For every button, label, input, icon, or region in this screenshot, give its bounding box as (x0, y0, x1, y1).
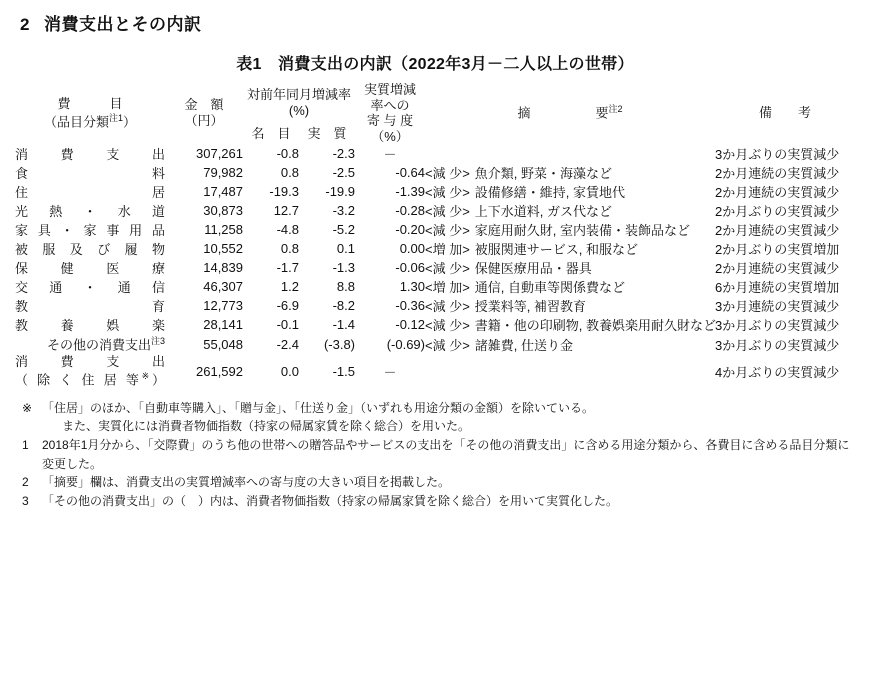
row-real-1: -2.5 (332, 165, 355, 181)
table-row (15, 182, 855, 201)
header-remark: 備 考 (758, 105, 811, 121)
row-remark-9: 3か月ぶりの実質減少 (715, 318, 840, 334)
table-row (15, 277, 855, 296)
header-item-note: 注1 (108, 112, 123, 123)
row-contrib-8: -0.36 (395, 298, 425, 314)
row-nominal-7: 1.2 (280, 279, 299, 295)
row-summary-9: <減 少> 書籍・他の印刷物, 教養娯楽用耐久財など (425, 318, 717, 334)
row-remark-5: 2か月ぶりの実質増加 (715, 242, 840, 258)
header-contrib-line3: 寄 与 度 (366, 113, 414, 129)
table-row (15, 144, 855, 163)
row-summary-5: <増 加> 被服関連サービス, 和服など (425, 242, 639, 258)
expenditure-table (15, 82, 855, 389)
row-nominal-10: -2.4 (276, 336, 299, 352)
table-row (15, 334, 855, 353)
row-summary-4: <減 少> 家庭用耐久財, 室内装備・装飾品など (425, 223, 691, 239)
row-nominal-1: 0.8 (280, 165, 299, 181)
row-real-2: -19.9 (325, 184, 355, 200)
section-title-text: 消費支出とその内訳 (43, 15, 202, 34)
table-header (15, 82, 855, 144)
row-summary-8: <減 少> 授業料等, 補習教育 (425, 299, 587, 315)
footnote-text: 「摘要」欄は、消費支出の実質増減率への寄与度の大きい項目を掲載した。 (42, 475, 451, 490)
row-contrib-1: -0.64 (395, 165, 425, 181)
row-summary-7: <増 加> 通信, 自動車等関係費など (425, 280, 626, 296)
row-amount-3: 30,873 (203, 203, 243, 219)
row-contrib-4: -0.20 (395, 222, 425, 238)
row-remark-0: 3か月ぶりの実質減少 (715, 147, 840, 163)
row-nominal-5: 0.8 (280, 241, 299, 257)
row-nominal-0: -0.8 (276, 146, 299, 162)
row-nominal-9: -0.1 (276, 317, 299, 333)
header-amount-line1: 金 額 (184, 96, 224, 112)
footnote-line (22, 492, 856, 511)
section-number: 2 (20, 15, 30, 34)
header-change-group: 対前年同月増減率(%) (246, 86, 351, 118)
footnote-line (22, 473, 856, 492)
row-item-8: 教 育 (15, 299, 165, 315)
row-remark-4: 2か月連続の実質減少 (715, 223, 840, 239)
table-row (15, 258, 855, 277)
row-real-0: -2.3 (332, 146, 355, 162)
row-amount-7: 46,307 (203, 279, 243, 295)
row-item-3: 光 熱 ・ 水 道 (15, 204, 165, 220)
row-amount-2: 17,487 (203, 184, 243, 200)
row-amount-9: 28,141 (203, 317, 243, 333)
row-nominal-2: -19.3 (269, 184, 299, 200)
row-nominal-6: -1.7 (276, 260, 299, 276)
row-summary-2: <減 少> 設備修繕・維持, 家賃地代 (425, 185, 626, 201)
row-item-1: 食 料 (15, 166, 165, 182)
row-remark-8: 3か月連続の実質減少 (715, 299, 840, 315)
header-item-line2 (15, 113, 165, 131)
table-row (15, 163, 855, 182)
table-title: 表1 消費支出の内訳（2022年3月－二人以上の世帯） (236, 56, 634, 73)
row-amount-8: 12,773 (203, 298, 243, 314)
row-contrib-5: 0.00 (399, 241, 425, 257)
header-item-line2-end: ） (123, 113, 137, 129)
header-summary (425, 82, 715, 144)
total-remark: 4か月ぶりの実質減少 (715, 364, 840, 380)
header-item-line2-text: （品目分類 (43, 113, 109, 129)
row-real-7: 8.8 (336, 279, 355, 295)
header-item (15, 82, 165, 144)
header-real: 実 質 (307, 125, 347, 141)
header-amount (165, 82, 243, 144)
row-amount-6: 14,839 (203, 260, 243, 276)
row-amount-1: 79,982 (203, 165, 243, 181)
row-real-5: 0.1 (336, 241, 355, 257)
row-real-8: -8.2 (332, 298, 355, 314)
footnote-text: 2018年1月分から、「交際費」のうち他の世帯への贈答品やサービスの支出を「その他の消費支出」に含める用途分類から、各費目に含める品目分類に変更した。 (42, 438, 850, 471)
header-item-line1: 費 目 (57, 96, 123, 112)
total-item: 消 費 支 出 （ 除 く 住 居 等※） (15, 353, 165, 387)
table-row (15, 220, 855, 239)
footnote-line (22, 417, 856, 436)
table-body (15, 144, 855, 388)
section-heading (20, 10, 856, 35)
header-amount-line2: （円） (184, 113, 224, 129)
row-contrib-3: -0.28 (395, 203, 425, 219)
total-nominal: 0.0 (280, 363, 299, 379)
row-remark-2: 2か月連続の実質減少 (715, 185, 840, 201)
footnote-mark: 2 (22, 475, 29, 490)
header-summary-text: 摘 要 (517, 105, 609, 121)
total-real: -1.5 (332, 363, 355, 379)
row-real-10: (-3.8) (323, 336, 355, 352)
footnote-mark: ※ (22, 400, 33, 415)
row-remark-7: 6か月連続の実質増加 (715, 280, 840, 296)
header-contrib-line2: 率への (370, 97, 410, 113)
row-amount-4: 11,258 (204, 222, 243, 238)
table-row (15, 201, 855, 220)
footnote-mark: 1 (22, 438, 29, 452)
header-contrib-line4: （%） (371, 128, 409, 144)
row-real-9: -1.4 (332, 317, 355, 333)
row-contrib-0: － (383, 147, 397, 163)
header-contribution (355, 82, 425, 144)
row-summary-3: <減 少> 上下水道料, ガス代など (425, 204, 613, 220)
row-remark-10: 3か月ぶりの実質減少 (715, 337, 840, 353)
header-summary-note: 注2 (608, 104, 623, 115)
row-item-7: 交 通 ・ 通 信 (15, 280, 165, 296)
footnote-text: 「住居」のほか、「自動車等購入」、「贈与金」、「仕送り金」（いずれも用途分類の金額）を除いている。 (42, 400, 595, 415)
table-row (15, 315, 855, 334)
row-amount-5: 10,552 (203, 241, 243, 257)
row-summary-0 (425, 144, 715, 163)
row-item-4: 家具・家事用品 (15, 223, 165, 239)
row-item-2: 住 居 (15, 185, 165, 201)
table-row (15, 239, 855, 258)
row-contrib-9: -0.12 (395, 317, 425, 333)
row-summary-10: <減 少> 諸雑費, 仕送り金 (425, 337, 574, 353)
row-remark-3: 2か月ぶりの実質減少 (715, 204, 840, 220)
row-item-0: 消 費 支 出 (15, 147, 165, 163)
row-remark-1: 2か月連続の実質減少 (715, 166, 840, 182)
row-nominal-8: -6.9 (276, 298, 299, 314)
footnote-line (22, 399, 856, 418)
header-contrib-line1: 実質増減 (363, 82, 416, 97)
row-amount-10: 55,048 (203, 336, 243, 352)
footnote-mark: 3 (22, 493, 29, 508)
table-row (15, 296, 855, 315)
row-real-6: -1.3 (332, 260, 355, 276)
row-item-6: 保 健 医 療 (15, 261, 165, 277)
footnotes (22, 399, 856, 511)
row-item-10: その他の消費支出$^{注3}$ (46, 336, 165, 353)
row-real-4: -5.2 (332, 222, 355, 238)
row-nominal-4: -4.8 (276, 222, 299, 238)
row-nominal-3: 12.7 (273, 203, 299, 219)
row-contrib-2: -1.39 (395, 184, 425, 200)
footnote-text: 「その他の消費支出」の（ ）内は、消費者物価指数（持家の帰属家賃を除く総合）を用いて実質化した。 (42, 493, 619, 508)
total-row (15, 354, 855, 389)
total-summary (425, 354, 715, 389)
footnote-text: また、実質化には消費者物価指数（持家の帰属家賃を除く総合）を用いた。 (62, 419, 471, 434)
row-contrib-6: -0.06 (395, 260, 425, 276)
row-item-9: 教 養 娯 楽 (15, 318, 165, 334)
row-remark-6: 2か月連続の実質減少 (715, 261, 840, 277)
footnote-line (22, 436, 856, 473)
row-item-5: 被 服 及 び 履 物 (15, 242, 165, 258)
row-amount-0: 307,261 (196, 146, 243, 162)
row-summary-6: <減 少> 保健医療用品・器具 (425, 261, 592, 277)
row-contrib-10: (-0.69) (386, 336, 425, 352)
total-contrib: － (383, 364, 397, 380)
row-contrib-7: 1.30 (399, 279, 425, 295)
row-real-3: -3.2 (332, 203, 355, 219)
row-summary-1: <減 少> 魚介類, 野菜・海藻など (425, 166, 613, 182)
header-nominal: 名 目 (251, 125, 291, 141)
total-amount: 261,592 (196, 363, 243, 379)
